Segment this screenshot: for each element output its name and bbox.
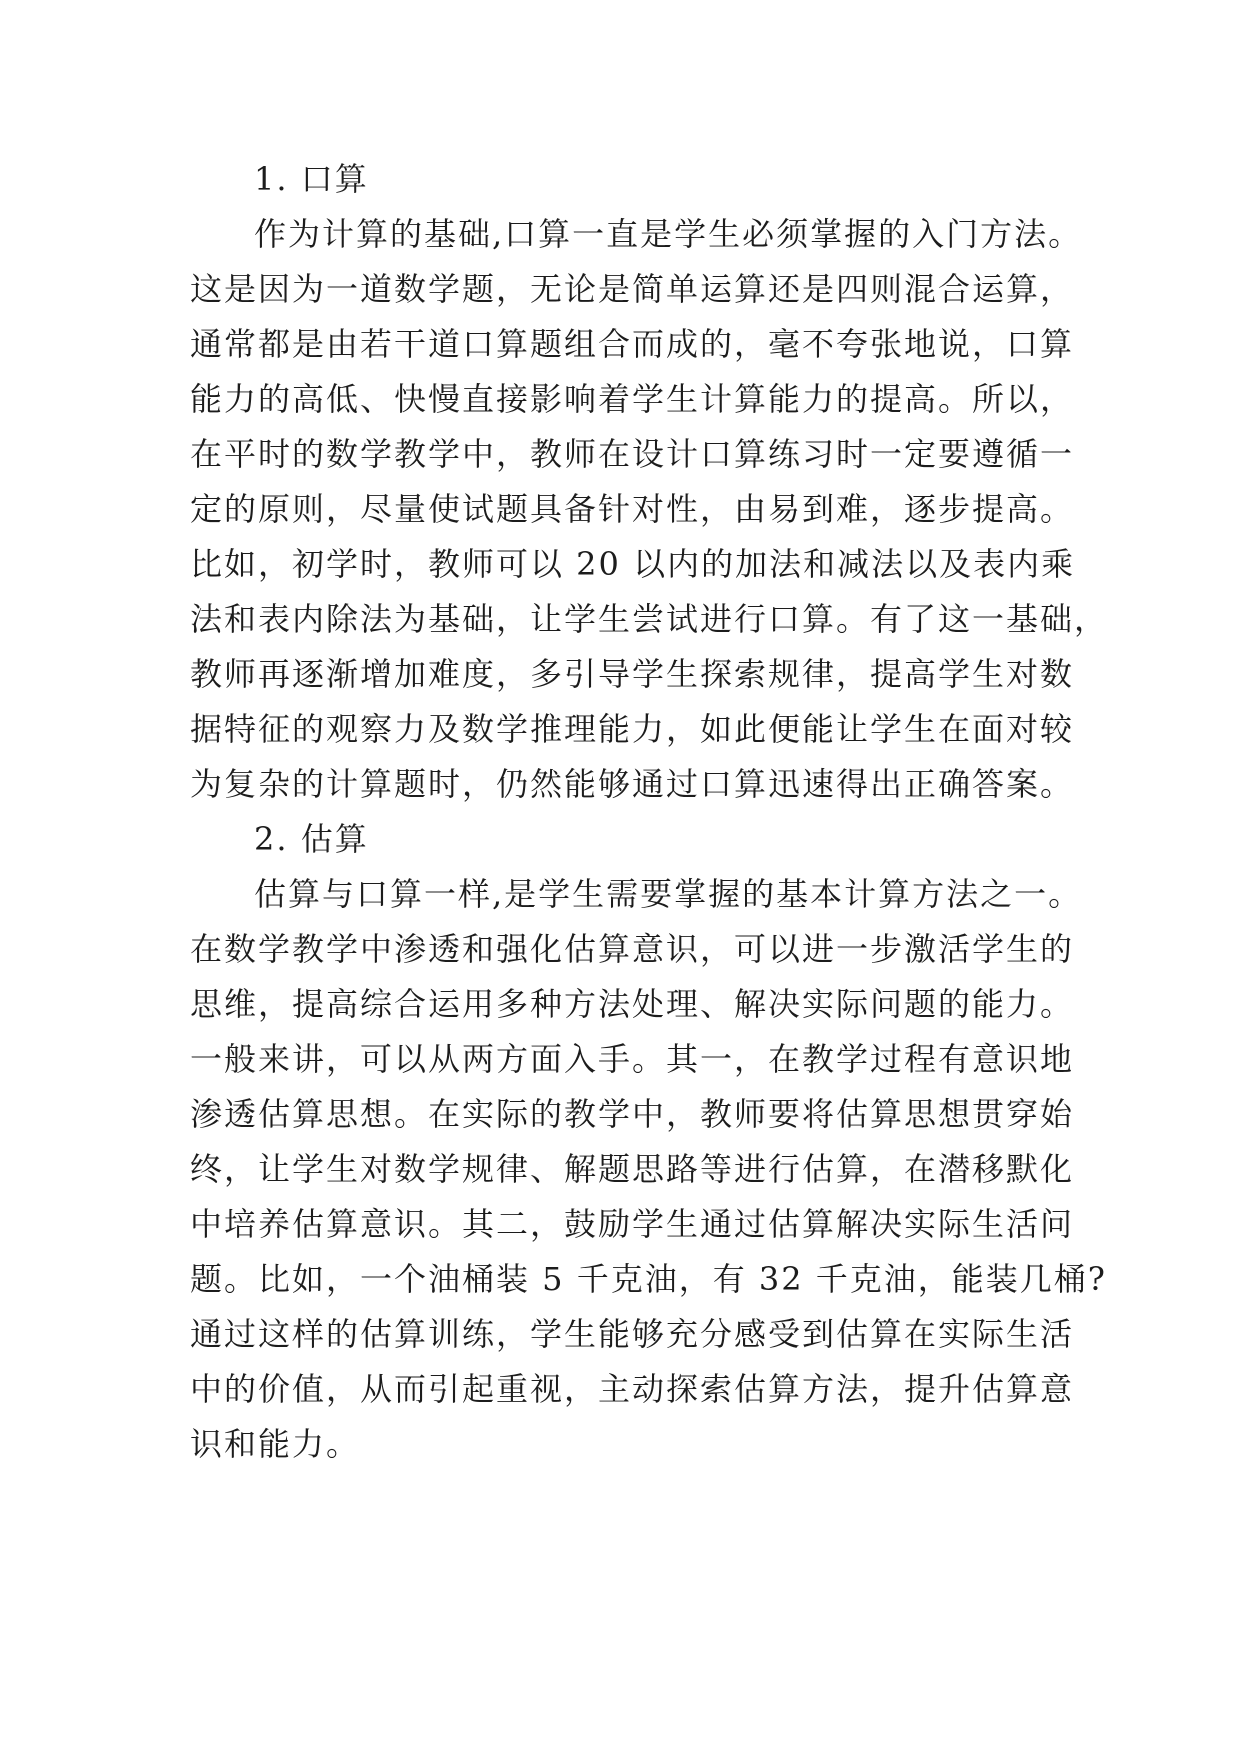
paragraph-first-line: 2. 估算 xyxy=(254,820,369,858)
text-line: 定的原则，尽量使试题具备针对性，由易到难，逐步提高。 xyxy=(190,490,1075,528)
text-line: 思维，提高综合运用多种方法处理、解决实际问题的能力。 xyxy=(190,985,1075,1023)
text-line: 通过这样的估算训练，学生能够充分感受到估算在实际生活 xyxy=(190,1315,1075,1353)
document-body xyxy=(190,152,1109,1472)
text-line: 终，让学生对数学规律、解题思路等进行估算，在潜移默化 xyxy=(190,1150,1075,1188)
text-line: 中的价值，从而引起重视，主动探索估算方法，提升估算意 xyxy=(190,1370,1075,1408)
paragraph-first-line: 作为计算的基础,口算一直是学生必须掌握的入门方法。 xyxy=(254,215,1083,253)
text-line: 在平时的数学教学中，教师在设计口算练习时一定要遵循一 xyxy=(190,435,1075,473)
text-line: 法和表内除法为基础，让学生尝试进行口算。有了这一基础， xyxy=(190,600,1109,638)
text-line: 通常都是由若干道口算题组合而成的，毫不夸张地说，口算 xyxy=(190,325,1075,363)
text-line: 题。比如，一个油桶装 5 千克油，有 32 千克油，能装几桶? xyxy=(190,1260,1107,1298)
paragraph-first-line: 1. 口算 xyxy=(254,160,369,198)
text-line: 识和能力。 xyxy=(190,1425,361,1463)
text-line: 教师再逐渐增加难度，多引导学生探索规律，提高学生对数 xyxy=(190,655,1075,693)
text-line: 比如，初学时，教师可以 20 以内的加法和减法以及表内乘 xyxy=(190,545,1076,583)
text-line: 这是因为一道数学题，无论是简单运算还是四则混合运算， xyxy=(190,270,1075,308)
paragraph-first-line: 估算与口算一样,是学生需要掌握的基本计算方法之一。 xyxy=(254,875,1083,913)
text-line: 渗透估算思想。在实际的教学中，教师要将估算思想贯穿始 xyxy=(190,1095,1075,1133)
text-line: 中培养估算意识。其二，鼓励学生通过估算解决实际生活问 xyxy=(190,1205,1075,1243)
text-line: 为复杂的计算题时，仍然能够通过口算迅速得出正确答案。 xyxy=(190,765,1075,803)
text-line: 一般来讲，可以从两方面入手。其一，在教学过程有意识地 xyxy=(190,1040,1075,1078)
text-line: 能力的高低、快慢直接影响着学生计算能力的提高。所以， xyxy=(190,380,1075,418)
text-line: 据特征的观察力及数学推理能力，如此便能让学生在面对较 xyxy=(190,710,1075,748)
text-line: 在数学教学中渗透和强化估算意识，可以进一步激活学生的 xyxy=(190,930,1075,968)
